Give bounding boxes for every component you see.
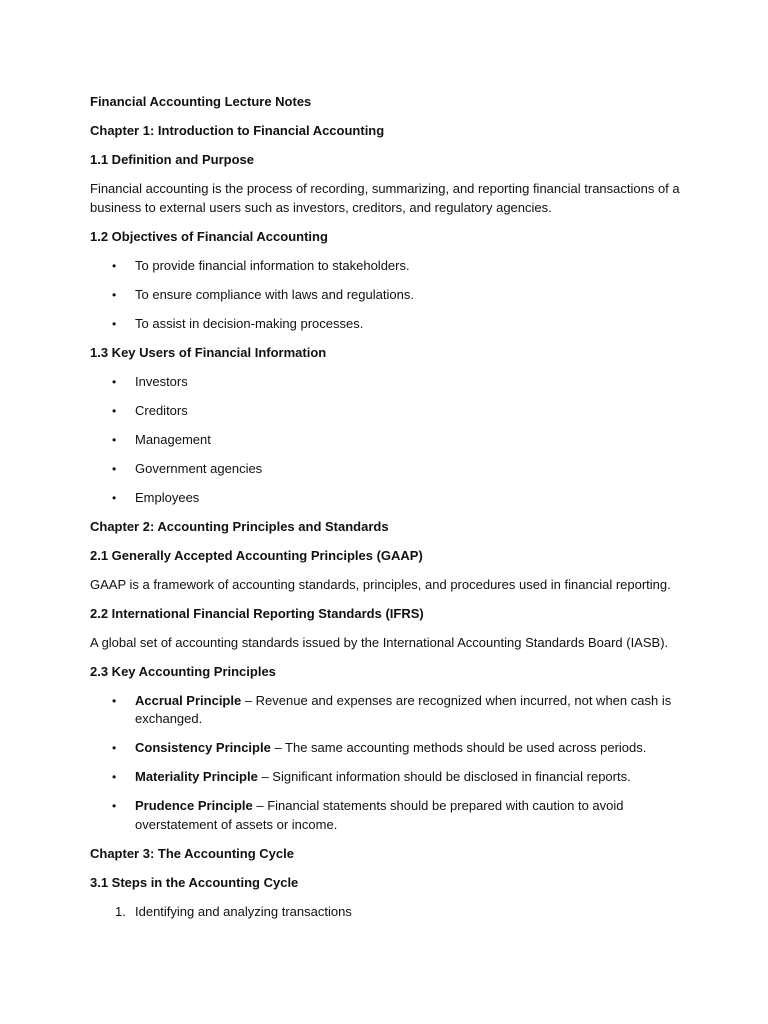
section-1-1-paragraph: Financial accounting is the process of recording, summarizing, and reporting financial transactions of a business to external users such as investors, creditors, and regulatory agencies.	[90, 181, 680, 215]
list-item	[90, 903, 680, 922]
document-title: Financial Accounting Lecture Notes	[90, 94, 312, 109]
section-2-1-heading: 2.1 Generally Accepted Accounting Principles (GAAP)	[90, 547, 423, 563]
section-2-1-paragraph: GAAP is a framework of accounting standards, principles, and procedures used in financial reporting.	[90, 576, 671, 592]
list-item	[90, 431, 680, 450]
bullet-icon: •	[112, 374, 117, 389]
principle-term: Consistency Principle	[135, 740, 271, 755]
list-item	[90, 739, 680, 758]
list-item-text: Investors	[135, 373, 188, 389]
list-item-text: Identifying and analyzing transactions	[135, 903, 352, 919]
principle-description: – Revenue and expenses are recognized when incurred, not when cash is exchanged.	[135, 692, 672, 726]
list-item	[90, 460, 680, 479]
section-1-2-heading: 1.2 Objectives of Financial Accounting	[90, 228, 328, 244]
bullet-icon: •	[112, 461, 117, 476]
bullet-icon: •	[112, 799, 117, 813]
principle-term: Prudence Principle	[135, 798, 253, 813]
list-item	[90, 768, 680, 787]
section-2-2-paragraph: A global set of accounting standards issued by the International Accounting Standards Board (IASB).	[90, 634, 669, 650]
bullet-icon: •	[112, 770, 117, 784]
chapter-3-heading: Chapter 3: The Accounting Cycle	[90, 845, 294, 861]
principle-term: Accrual Principle	[135, 692, 242, 708]
list-item	[90, 315, 680, 334]
list-item-text: Government agencies	[135, 460, 263, 476]
section-3-1-heading: 3.1 Steps in the Accounting Cycle	[90, 874, 299, 890]
bullet-icon: •	[112, 741, 117, 755]
step-number: 1.	[115, 903, 126, 919]
section-2-3-heading: 2.3 Key Accounting Principles	[90, 663, 276, 679]
bullet-icon: •	[112, 403, 117, 418]
list-item	[90, 489, 680, 508]
list-item	[90, 692, 680, 729]
accounting-cycle-steps	[90, 903, 680, 922]
list-item	[90, 257, 680, 276]
key-users-list	[90, 373, 680, 508]
principle-description: – Significant information should be disclosed in financial reports.	[257, 769, 631, 784]
principle-term: Materiality Principle	[135, 769, 258, 784]
list-item	[90, 797, 680, 834]
principle-description: – The same accounting methods should be used across periods.	[270, 740, 647, 755]
list-item-text: To assist in decision-making processes.	[135, 315, 364, 331]
bullet-icon: •	[112, 316, 117, 331]
section-1-3-heading: 1.3 Key Users of Financial Information	[90, 344, 327, 360]
list-item	[90, 286, 680, 305]
section-2-2-heading: 2.2 International Financial Reporting Standards (IFRS)	[90, 605, 424, 621]
chapter-1-heading: Chapter 1: Introduction to Financial Accounting	[90, 123, 385, 138]
list-item	[90, 373, 680, 392]
section-1-1-heading: 1.1 Definition and Purpose	[90, 152, 254, 167]
list-item-text: To ensure compliance with laws and regulations.	[135, 286, 414, 302]
list-item-text: Creditors	[135, 402, 188, 418]
objectives-list	[90, 257, 680, 334]
bullet-icon: •	[112, 432, 117, 447]
principles-list	[90, 692, 680, 835]
list-item-text: Employees	[135, 489, 200, 505]
bullet-icon: •	[112, 258, 117, 273]
list-item-text: To provide financial information to stakeholders.	[135, 257, 410, 273]
bullet-icon: •	[112, 490, 117, 505]
list-item-text: Management	[135, 431, 211, 447]
list-item	[90, 402, 680, 421]
principle-description: – Financial statements should be prepared with caution to avoid overstatement of assets or income.	[135, 798, 624, 832]
bullet-icon: •	[112, 287, 117, 302]
bullet-icon: •	[112, 693, 117, 708]
chapter-2-heading: Chapter 2: Accounting Principles and Standards	[90, 518, 389, 534]
document-page	[90, 93, 680, 932]
